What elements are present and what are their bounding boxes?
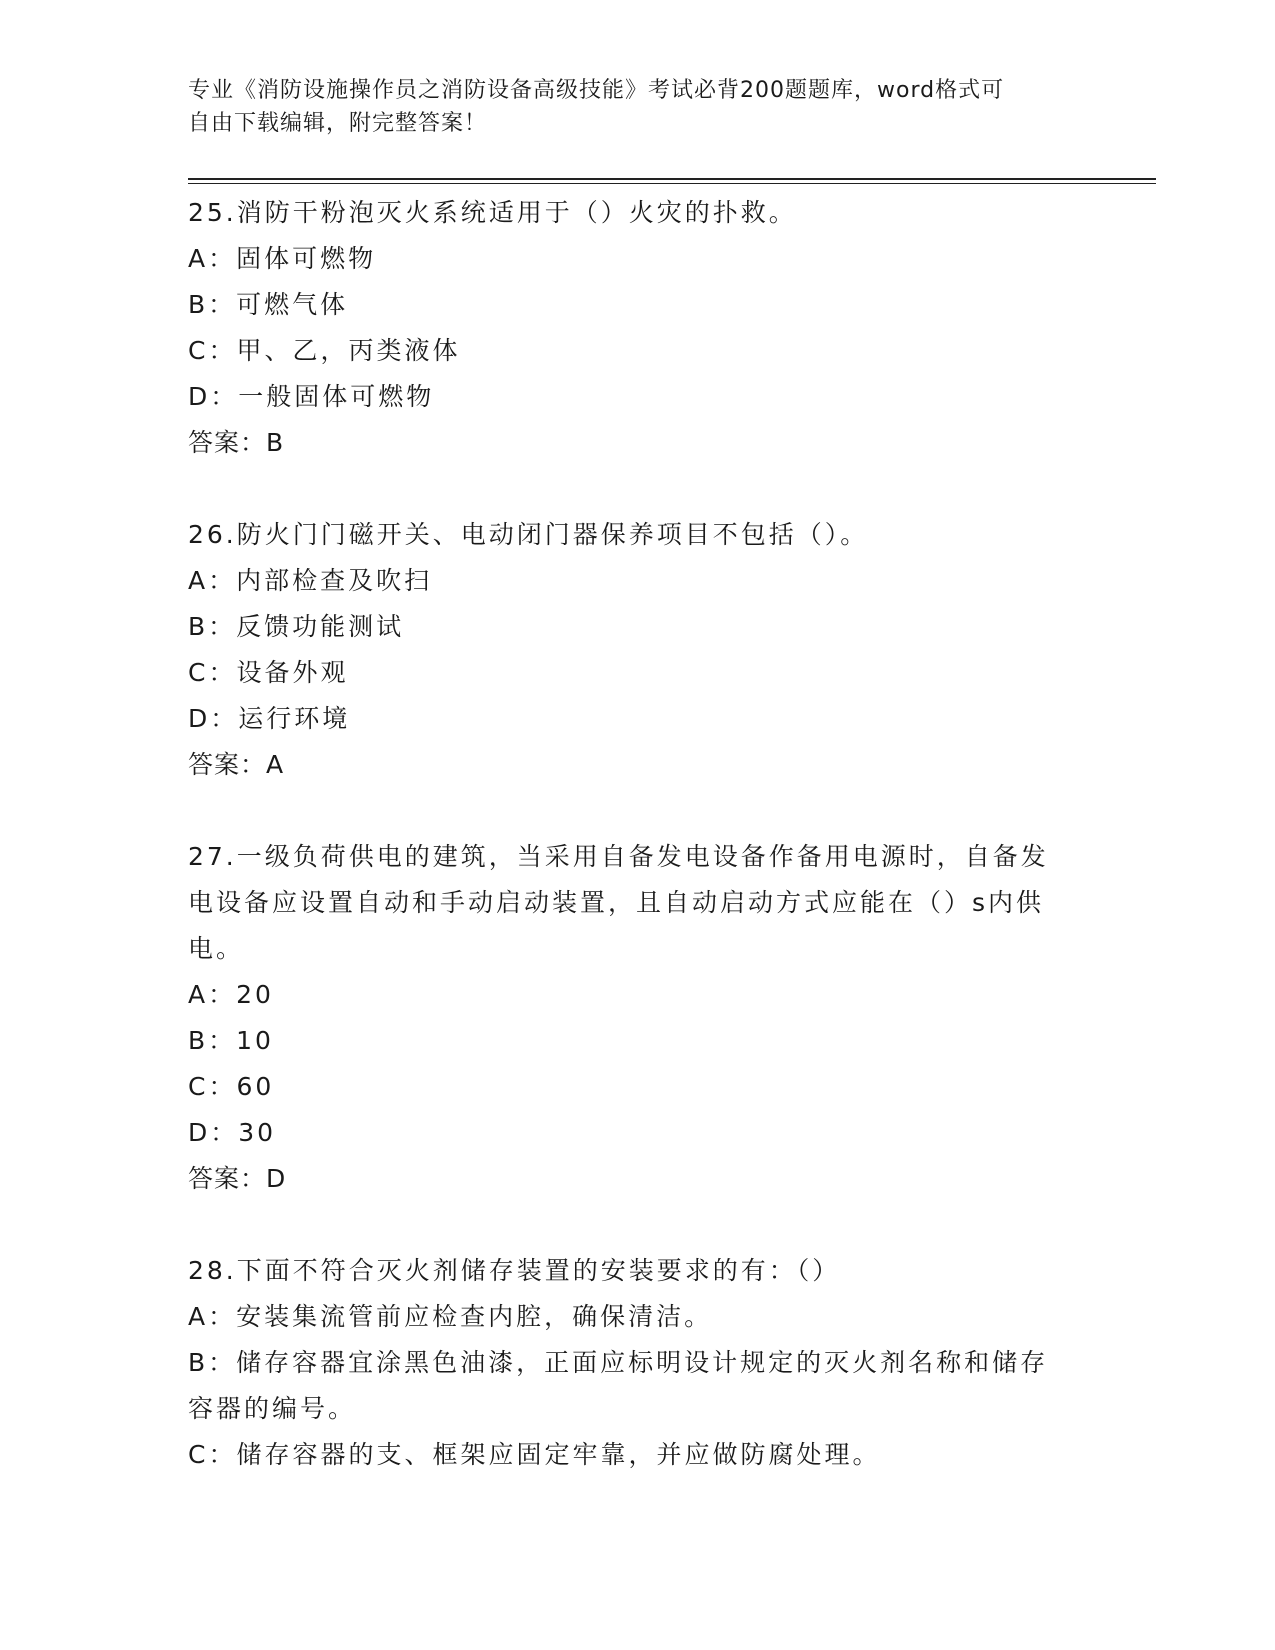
document-header (188, 74, 1088, 140)
answer-option: A：20 (188, 980, 274, 1009)
header-divider-thick (188, 178, 1156, 180)
answer-option: A：固体可燃物 (188, 244, 377, 273)
answer-option: B：储存容器宜涂黑色油漆，正面应标明设计规定的灭火剂名称和储存 (188, 1348, 1049, 1377)
question-block (188, 512, 1088, 788)
question-block (188, 190, 1088, 466)
header-divider-thin (188, 183, 1156, 184)
answer-option: A：安装集流管前应检查内腔，确保清洁。 (188, 1302, 713, 1331)
header-line-2: 自由下载编辑，附完整答案！ (188, 111, 488, 136)
question-stem-line: 28.下面不符合灭火剂储存装置的安装要求的有：（） (188, 1256, 841, 1285)
answer-key: 答案：D (188, 1164, 287, 1193)
answer-option: D：运行环境 (188, 704, 351, 733)
header-line-1: 专业《消防设施操作员之消防设备高级技能》考试必背200题题库，word格式可 (188, 78, 1005, 103)
answer-option: B：10 (188, 1026, 274, 1055)
answer-option: B：可燃气体 (188, 290, 349, 319)
question-stem-line: 25.消防干粉泡灭火系统适用于（）火灾的扑救。 (188, 198, 797, 227)
answer-option: D：30 (188, 1118, 277, 1147)
answer-option: B：反馈功能测试 (188, 612, 405, 641)
question-stem-line: 电设备应设置自动和手动启动装置，且自动启动方式应能在（）s内供 (188, 888, 1045, 917)
answer-option: A：内部检查及吹扫 (188, 566, 433, 595)
question-stem-line: 27.一级负荷供电的建筑，当采用自备发电设备作备用电源时，自备发 (188, 842, 1049, 871)
answer-option: C：设备外观 (188, 658, 349, 687)
answer-option: C：60 (188, 1072, 275, 1101)
answer-option: C：储存容器的支、框架应固定牢靠，并应做防腐处理。 (188, 1440, 881, 1469)
answer-key: 答案：A (188, 750, 285, 779)
answer-option: D：一般固体可燃物 (188, 382, 435, 411)
answer-key: 答案：B (188, 428, 285, 457)
question-list (188, 190, 1088, 1524)
answer-option: C：甲、乙，丙类液体 (188, 336, 461, 365)
question-block (188, 834, 1088, 1202)
question-stem-line: 26.防火门门磁开关、电动闭门器保养项目不包括（）。 (188, 520, 869, 549)
question-stem-line: 电。 (188, 934, 245, 963)
answer-option: 容器的编号。 (188, 1394, 357, 1423)
question-block (188, 1248, 1088, 1478)
